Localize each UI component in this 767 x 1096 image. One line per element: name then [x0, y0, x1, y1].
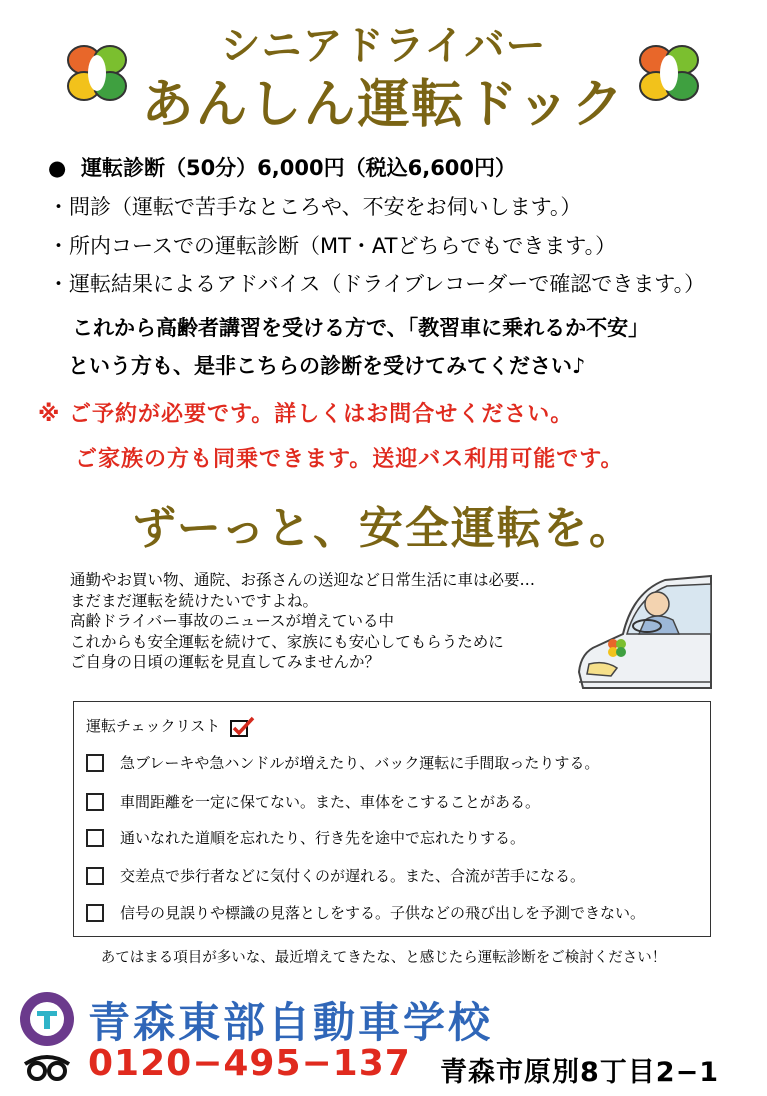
family-notice: ご家族の方も同乗できます。送迎バス利用可能です。: [75, 447, 624, 472]
intro-line: まだまだ運転を続けたいですよね。: [70, 591, 319, 610]
detail-bullet: ・所内コースでの運転診断（MT・ATどちらでもできます。）: [48, 234, 617, 258]
header: [0, 0, 767, 140]
checkbox-icon[interactable]: [86, 867, 104, 885]
checkbox-icon[interactable]: [86, 793, 104, 811]
phone-number[interactable]: 0120−495−137: [88, 1043, 411, 1084]
checklist-item[interactable]: [86, 865, 585, 886]
intro-line: 通勤やお買い物、通院、お孫さんの送迎など日常生活に車は必要…: [70, 571, 536, 589]
checklist-title-text: 運転チェックリスト: [86, 717, 221, 735]
footer-note: あてはまる項目が多いな、最近増えてきたな、と感じたら運転診断をご検討ください！: [100, 950, 667, 966]
header-subtitle: シニアドライバー: [220, 23, 547, 69]
reservation-notice: ※ ご予約が必要です。詳しくはお問合せください。: [38, 402, 574, 427]
checklist-item-label: 急ブレーキや急ハンドルが増えたり、バック運転に手間取ったりする。: [120, 754, 600, 772]
checkbox-icon[interactable]: [86, 754, 104, 772]
page-title: あんしん運転ドック: [141, 75, 626, 135]
detail-bullet: ・問診（運転で苦手なところや、不安をお伺いします。）: [48, 195, 582, 219]
intro-line: これからも安全運転を続けて、家族にも安心してもらうために: [70, 632, 504, 651]
checklist-item[interactable]: [86, 827, 525, 848]
intro-line: 高齢ドライバー事故のニュースが増えている中: [70, 612, 394, 630]
checklist-item-label: 交差点で歩行者などに気付くのが遅れる。また、合流が苦手になる。: [120, 867, 586, 885]
checklist-item-label: 通いなれた道順を忘れたり、行き先を途中で忘れたりする。: [120, 829, 526, 847]
school-address: 青森市原別8丁目2−1: [440, 1057, 719, 1088]
checklist-item[interactable]: [86, 791, 540, 812]
checklist-item-label: 車間距離を一定に保てない。また、車体をこすることがある。: [120, 793, 541, 811]
checkmark-icon: [229, 716, 255, 738]
detail-bullet: ・運転結果によるアドバイス（ドライブレコーダーで確認できます。）: [48, 272, 706, 296]
slogan: ずーっと、安全運転を。: [132, 503, 635, 554]
checklist-item-label: 信号の見誤りや標識の見落としをする。子供などの飛び出しを予測できない。: [120, 904, 646, 922]
intro-text: [70, 570, 535, 673]
price-line: [48, 152, 516, 182]
checklist-panel: [73, 701, 711, 937]
checklist-item[interactable]: [86, 902, 645, 923]
checklist-title: [86, 715, 255, 738]
bullet-icon: ●: [48, 156, 81, 180]
checklist-item[interactable]: [86, 752, 599, 773]
school-logo-icon: [18, 990, 76, 1048]
intro-line: ご自身の日頃の運転を見直してみませんか？: [70, 653, 381, 671]
school-name: 青森東部自動車学校: [88, 998, 494, 1047]
recommend-text: これから高齢者講習を受ける方で、「教習車に乗れるか不安」: [72, 316, 650, 340]
free-dial-icon: [22, 1052, 72, 1082]
price-text: 運転診断（50分）6,000円（税込6,600円）: [80, 156, 517, 180]
recommend-text: という方も、是非こちらの診断を受けてみてください♪: [68, 354, 586, 378]
checkbox-icon[interactable]: [86, 904, 104, 922]
checkbox-icon[interactable]: [86, 829, 104, 847]
driver-illustration: [575, 572, 713, 690]
